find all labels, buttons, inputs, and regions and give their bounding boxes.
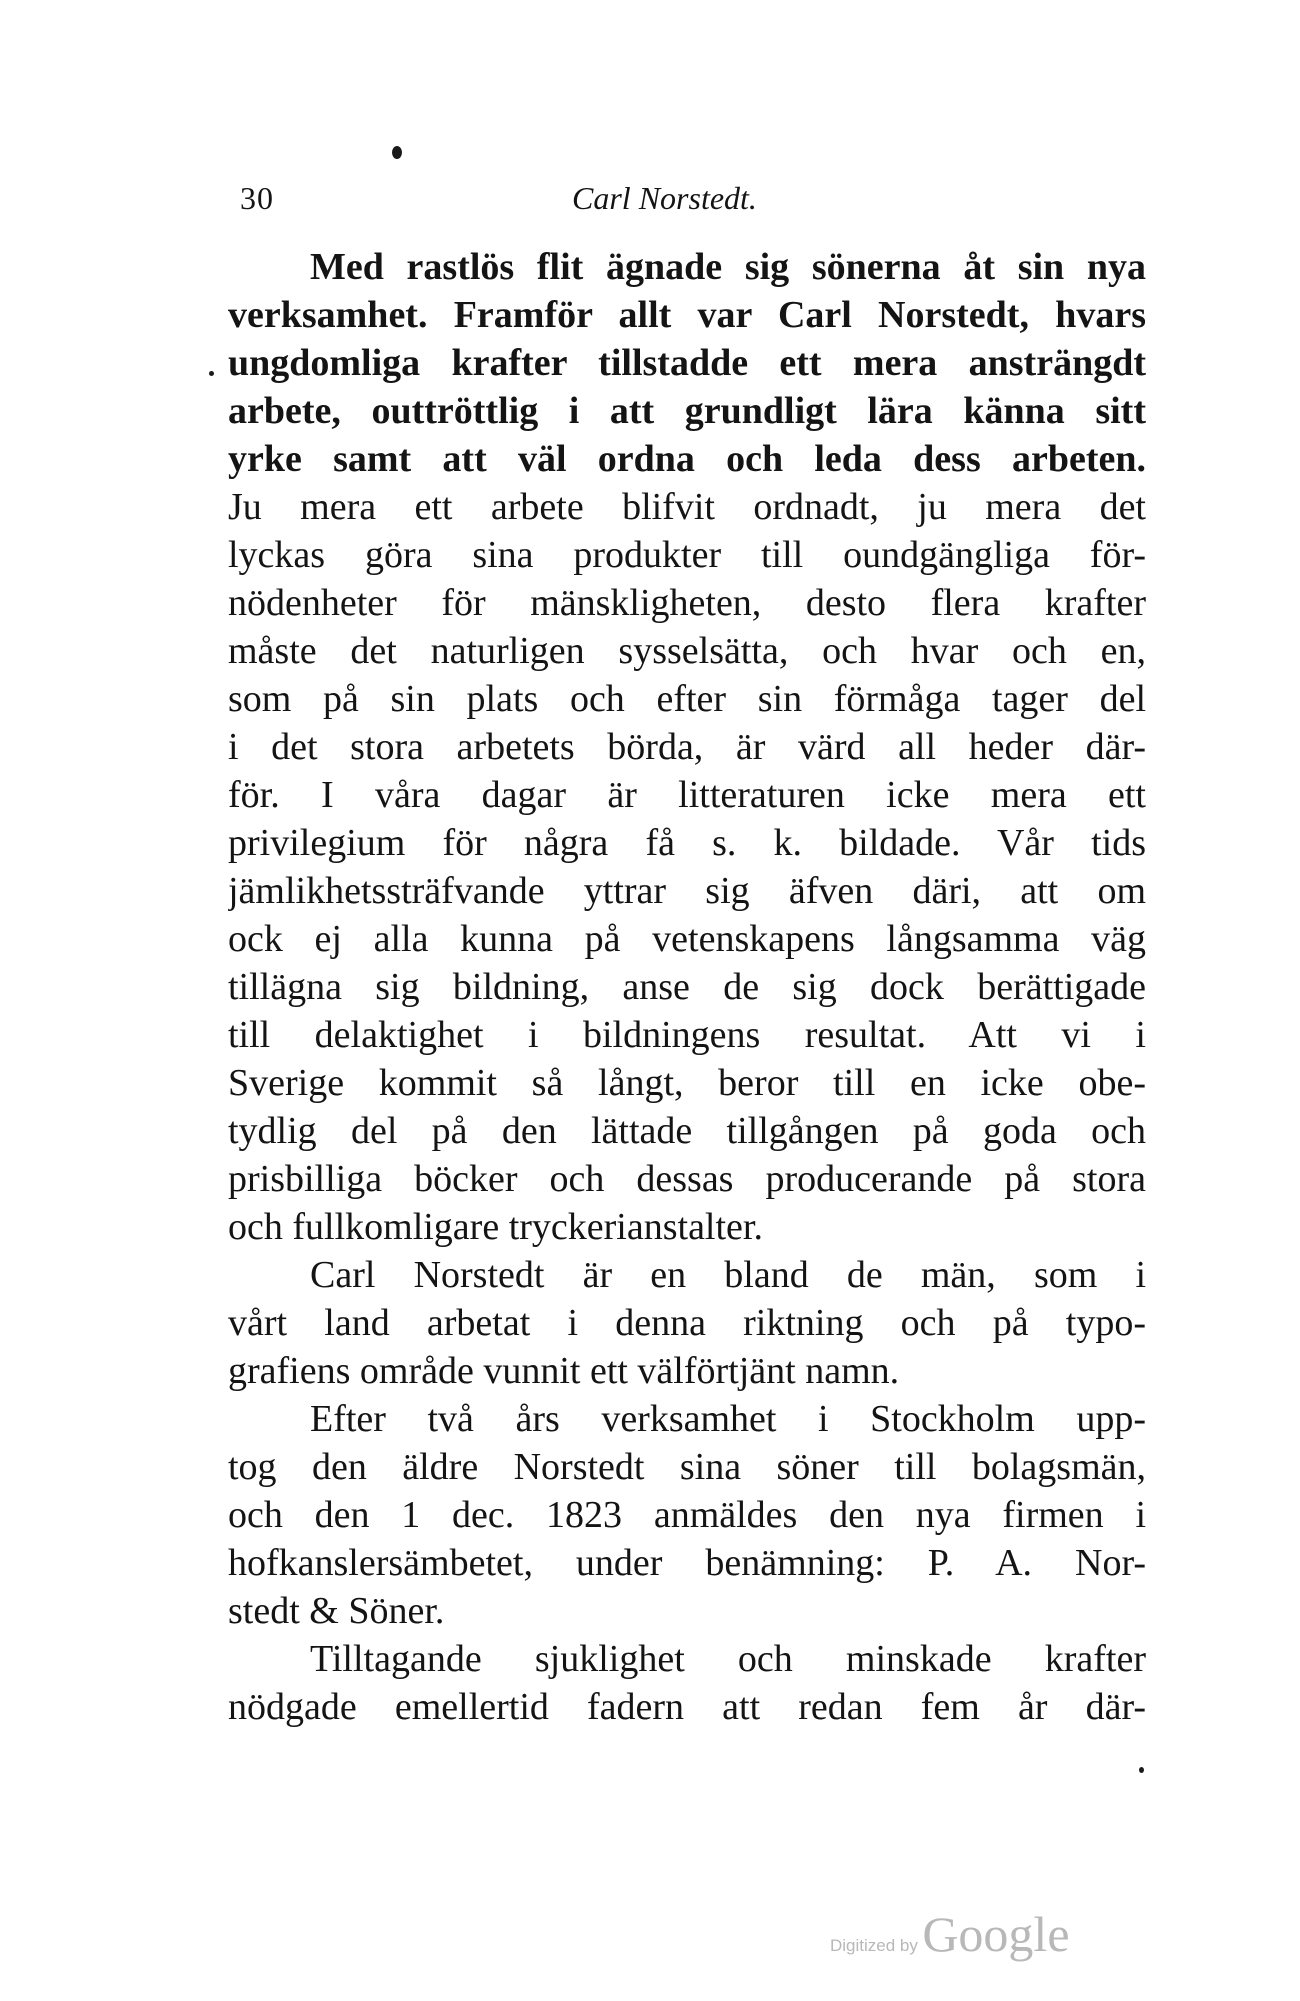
watermark-prefix: Digitized by	[830, 1936, 918, 1955]
text-line: Efter två års verksamhet i Stockholm upp-	[310, 1398, 1146, 1440]
text-line: yrke samt att väl ordna och leda dess arbeten.	[228, 438, 1146, 480]
print-speck	[392, 146, 402, 159]
text-line: som på sin plats och efter sin förmåga tager del	[228, 678, 1146, 720]
text-line: tog den äldre Norstedt sina söner till bolagsmän,	[228, 1446, 1146, 1488]
text-line: och fullkomligare tryckerianstalter.	[228, 1206, 763, 1248]
text-line: nödgade emellertid fadern att redan fem år där-	[228, 1686, 1146, 1728]
print-speck	[209, 371, 214, 376]
text-line: Sverige kommit så långt, beror till en icke obe-	[228, 1062, 1146, 1104]
text-line: Carl Norstedt är en bland de män, som i	[310, 1254, 1146, 1296]
text-line: arbete, outtröttlig i att grundligt lära känna sitt	[228, 390, 1146, 432]
text-line: grafiens område vunnit ett välförtjänt namn.	[228, 1350, 900, 1392]
text-line: Med rastlös flit ägnade sig sönerna åt sin nya	[310, 246, 1146, 288]
text-line: privilegium för några få s. k. bildade. Vår tids	[228, 822, 1146, 864]
google-logo: Google	[922, 1906, 1070, 1962]
print-speck	[1139, 1767, 1144, 1773]
text-line: vårt land arbetat i denna riktning och på typo-	[228, 1302, 1146, 1344]
body-text	[228, 243, 1146, 1731]
text-line: tydlig del på den lättade tillgången på goda och	[228, 1110, 1146, 1152]
text-line: och den 1 dec. 1823 anmäldes den nya firmen i	[228, 1494, 1146, 1536]
text-line: ock ej alla kunna på vetenskapens långsamma väg	[228, 918, 1146, 960]
text-line: Ju mera ett arbete blifvit ordnadt, ju mera det	[228, 486, 1146, 528]
text-line: i det stora arbetets börda, är värd all heder där-	[228, 726, 1146, 768]
text-line: stedt & Söner.	[228, 1590, 445, 1632]
text-line: nödenheter för mänskligheten, desto flera krafter	[228, 582, 1146, 624]
digitized-watermark	[830, 1905, 1070, 1963]
text-line: för. I våra dagar är litteraturen icke mera ett	[228, 774, 1146, 816]
text-line: prisbilliga böcker och dessas producerande på stora	[228, 1158, 1146, 1200]
running-head	[240, 176, 1140, 220]
text-line: Tilltagande sjuklighet och minskade krafter	[310, 1638, 1146, 1680]
text-line: lyckas göra sina produkter till oundgängliga för-	[228, 534, 1146, 576]
text-line: verksamhet. Framför allt var Carl Norstedt, hvars	[228, 294, 1146, 336]
text-line: hofkanslersämbetet, under benämning: P. A. Nor-	[228, 1542, 1146, 1584]
running-title: Carl Norstedt.	[572, 180, 757, 216]
text-line: måste det naturligen sysselsätta, och hvar och en,	[228, 630, 1146, 672]
text-line: till delaktighet i bildningens resultat. Att vi i	[228, 1014, 1146, 1056]
page-number: 30	[240, 180, 274, 216]
text-line: jämlikhetssträfvande yttrar sig äfven däri, att om	[228, 870, 1146, 912]
text-line: tillägna sig bildning, anse de sig dock berättigade	[228, 966, 1146, 1008]
text-line: ungdomliga krafter tillstadde ett mera ansträngdt	[228, 342, 1146, 384]
